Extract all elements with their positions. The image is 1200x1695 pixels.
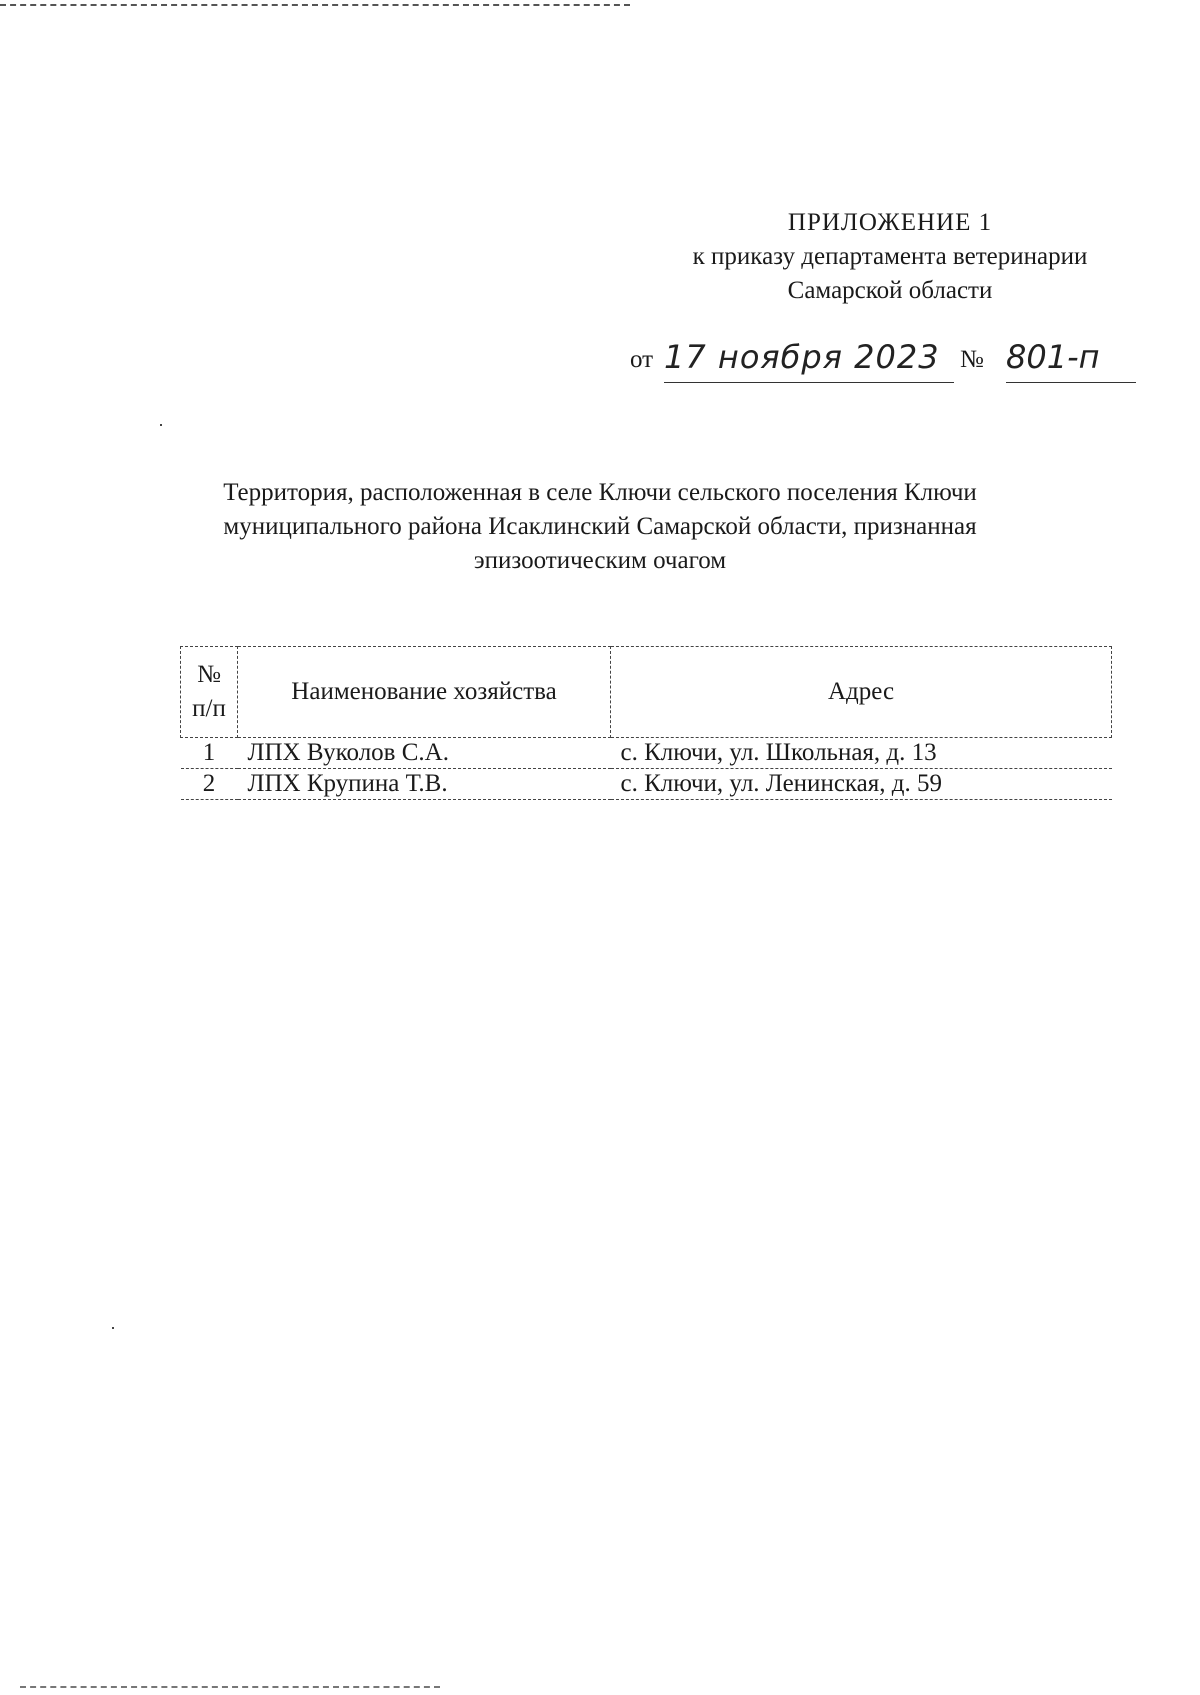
order-prefix: от: [630, 346, 654, 373]
appendix-block: [640, 206, 1140, 308]
scan-speck: [160, 424, 162, 426]
document-heading: [150, 476, 1050, 578]
header-num-line-1: №: [197, 661, 221, 688]
households-table: [180, 646, 1112, 800]
order-line: [630, 336, 1150, 396]
scan-bottom-edge: [20, 1686, 440, 1688]
heading-line-3: эпизоотическим очагом: [473, 547, 727, 574]
table-row: [181, 769, 1112, 800]
row-name: ЛПХ Крупина Т.В.: [238, 769, 611, 800]
row-num: 1: [181, 738, 238, 769]
row-address: с. Ключи, ул. Школьная, д. 13: [611, 738, 1112, 769]
header-num-line-2: п/п: [192, 695, 226, 722]
households-table-wrap: [180, 646, 1112, 800]
header-address: Адрес: [611, 647, 1112, 738]
row-name: ЛПХ Вуколов С.А.: [238, 738, 611, 769]
order-date-handwritten: 17 ноября 2023: [664, 336, 954, 383]
heading-line-2: муниципального района Исаклинский Самарской области, признанная: [223, 513, 977, 540]
row-num: 2: [181, 769, 238, 800]
appendix-line-1: к приказу департамента ветеринарии: [692, 243, 1088, 270]
scan-speck: [112, 1327, 114, 1329]
table-row: [181, 738, 1112, 769]
header-num: [181, 647, 238, 738]
order-number-handwritten: 801-п: [1006, 336, 1136, 383]
scan-top-edge: [0, 4, 630, 6]
appendix-title: ПРИЛОЖЕНИЕ 1: [787, 209, 993, 236]
appendix-line-2: Самарской области: [787, 277, 993, 304]
heading-line-1: Территория, расположенная в селе Ключи сельского поселения Ключи: [223, 479, 977, 506]
row-address: с. Ключи, ул. Ленинская, д. 59: [611, 769, 1112, 800]
table-header-row: [181, 647, 1112, 738]
header-name: Наименование хозяйства: [238, 647, 611, 738]
order-number-sign: №: [960, 346, 984, 373]
